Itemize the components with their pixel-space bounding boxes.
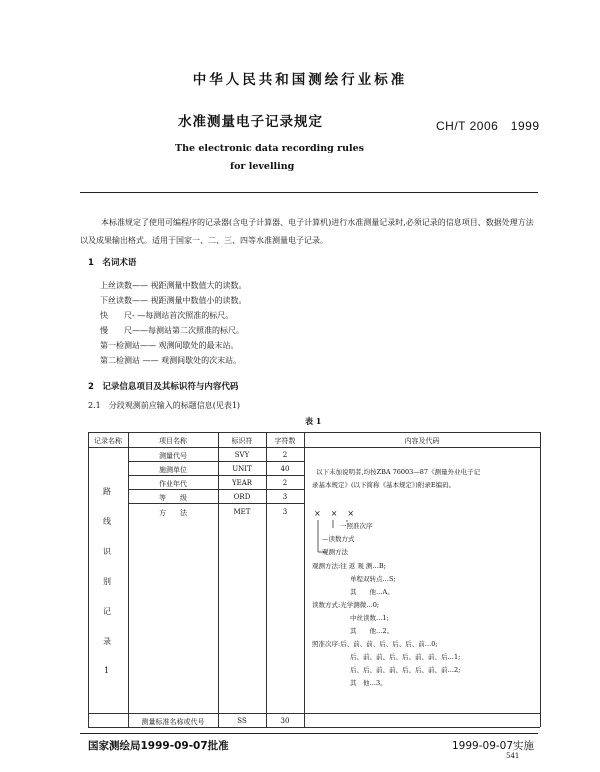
footer-approved: 国家测绘局1999-09-07批准 — [88, 740, 229, 752]
table-col-line — [128, 432, 129, 727]
standard-number: CH/T 2006 1999 — [436, 119, 540, 133]
method-line: 照准次序:后、前、前、后、后、后、前…0; — [312, 640, 438, 648]
record-name-char: 路 — [103, 487, 111, 496]
table-row-chars: 3 — [282, 508, 288, 516]
record-name-char: 录 — [103, 637, 111, 646]
table-row-item: 测量代号 — [159, 452, 187, 460]
record-name-char: 别 — [103, 577, 111, 586]
table-row-id: SS — [237, 717, 247, 725]
table-header-item: 项目名称 — [159, 437, 187, 445]
section-2-title: 2 记录信息项目及其标识符与内容代码 — [88, 382, 239, 392]
table-row-line — [128, 475, 304, 476]
table-row-chars: 30 — [280, 717, 290, 725]
method-line: 其 他…3。 — [350, 679, 387, 687]
method-line: 单程双转点…S; — [350, 575, 396, 583]
term-item: 第一检测站—— 观测间歇处的最末站。 — [100, 341, 239, 350]
table-row-id: YEAR — [231, 479, 253, 487]
table-row-item: 等 级 — [159, 494, 187, 502]
method-marks: × × × — [314, 509, 356, 518]
table-header-record: 记录名称 — [94, 437, 122, 445]
method-line: 其 他…A。 — [350, 588, 394, 596]
table-row-line — [128, 461, 304, 462]
table-header-border — [88, 447, 540, 448]
term-item: 慢 尺——每测站第二次照准的标尺。 — [100, 326, 244, 335]
term-item: 第二检测站 —— 观测间歇处的次末站。 — [100, 356, 242, 365]
table-col-line — [304, 432, 305, 727]
table-right-border — [540, 432, 541, 727]
method-line: 读数方式:光学测微…0; — [312, 601, 380, 609]
method-line: 中丝读数…1; — [350, 614, 389, 622]
table-row-item: 测量标准名称或代号 — [141, 718, 205, 726]
table-row-item: 方 法 — [159, 509, 187, 517]
method-line: 后、后、前、前、后、后、前、前…2; — [350, 666, 461, 674]
table-title: 表 1 — [305, 416, 322, 426]
method-line: 观测方法:往 返 观 测…B; — [312, 562, 386, 570]
table-row-id: MET — [233, 508, 251, 516]
table-row-line — [88, 713, 540, 714]
table-left-border — [88, 432, 89, 727]
table-row-chars: 40 — [280, 465, 290, 473]
industry-standard-heading: 中华人民共和国测绘行业标准 — [192, 72, 408, 88]
section-1-title: 1 名词术语 — [88, 258, 137, 268]
table-col-line — [218, 432, 219, 727]
term-item: 快 尺- —每测站首次照准的标尺。 — [100, 311, 234, 320]
content-note: 以下未加说明者,均按ZBA 76003—87《测量外业电子记 — [316, 468, 481, 476]
standard-title-en-line2: for levelling — [230, 161, 295, 172]
table-header-id: 标识符 — [231, 437, 253, 445]
table-col-line — [266, 432, 267, 727]
table-row-id: ORD — [233, 493, 251, 501]
bottom-divider — [80, 733, 538, 734]
term-item: 下丝读数—— 视距测量中数值小的读数。 — [100, 296, 247, 305]
table-row-line — [128, 503, 304, 504]
section-2-1-title: 2.1 分段观测前应输入的标题信息(见表1) — [88, 401, 241, 410]
table-header-chars: 字符数 — [274, 437, 296, 445]
standard-title-en-line1: The electronic data recording rules — [175, 143, 364, 154]
method-line: 后、前、前、后、后、前、前、后…1; — [350, 653, 461, 661]
method-label-reading: —读数方式 — [322, 535, 355, 543]
content-note: 录基本规定》(以下简称《基本规定》)附录E编码。 — [312, 481, 456, 489]
table-row-item: 施测单位 — [159, 466, 187, 474]
table-top-border — [88, 432, 540, 433]
standard-title-cn: 水准测量电子记录规定 — [178, 114, 323, 130]
table-row-chars: 3 — [282, 493, 288, 501]
footer-effective: 1999-09-07实施 — [452, 740, 535, 752]
table-header-content: 内容及代码 — [404, 437, 440, 445]
table-row-id: UNIT — [232, 465, 252, 473]
record-name-char: 线 — [103, 517, 111, 526]
record-name-char: 1 — [104, 666, 110, 675]
record-name-char: 记 — [103, 607, 111, 616]
term-item: 上丝读数—— 视距测量中数值大的读数。 — [100, 281, 247, 290]
top-divider — [80, 192, 538, 193]
record-name-char: 识 — [103, 547, 111, 556]
table-row-id: SVY — [234, 451, 250, 459]
table-row-chars: 2 — [282, 451, 288, 459]
intro-paragraph: 本标准规定了使用可编程序的记录器(含电子计算器、电子计算机)进行水准测量记录时,必须记录的信息项目、数据处理方法以及成果输出格式。适用于国家一、二、三、四等水准测量电子记录。 — [80, 218, 534, 245]
method-line: 其 他…2。 — [350, 627, 394, 635]
method-label-observe: 观测方法 — [322, 548, 348, 556]
table-row-item: 作业年代 — [159, 480, 187, 488]
table-bottom-border — [88, 727, 540, 728]
method-label-order: 一照准次序 — [340, 522, 373, 530]
table-row-line — [128, 489, 304, 490]
page-number: 541 — [506, 752, 520, 760]
table-row-chars: 2 — [282, 479, 288, 487]
